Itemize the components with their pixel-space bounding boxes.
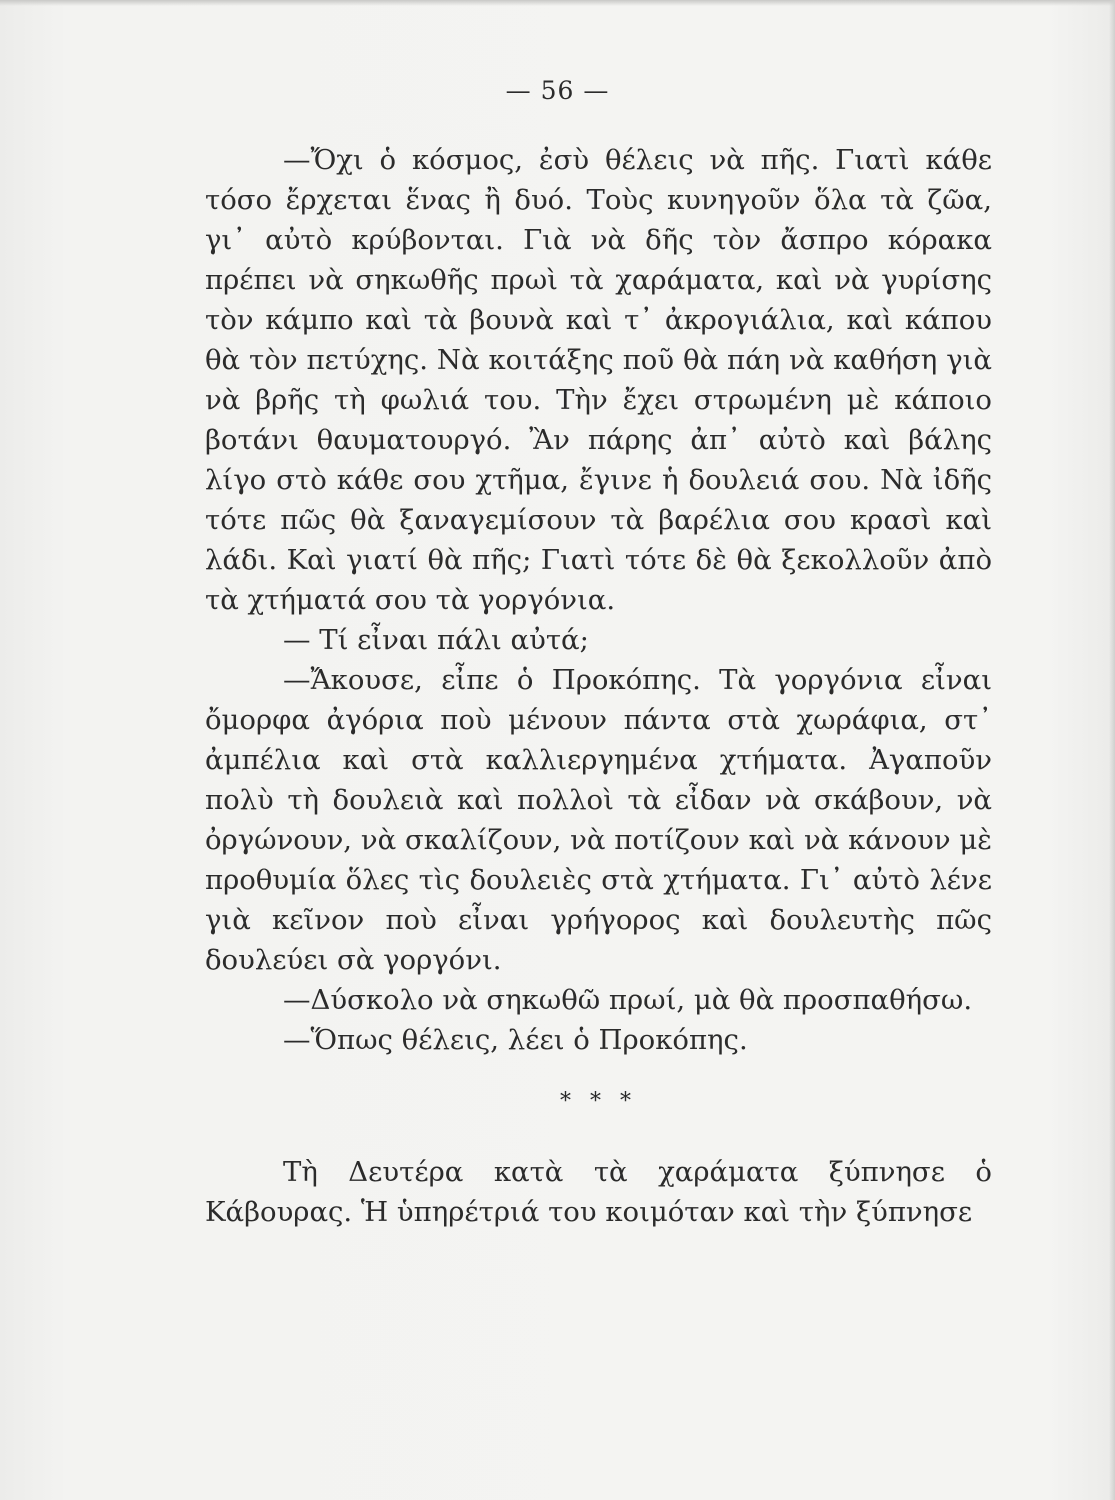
- paragraph: — Τί εἶναι πάλι αὐτά;: [283, 624, 589, 656]
- section-separator: * * *: [560, 1089, 637, 1114]
- paragraph: —Ὄχι ὁ κόσμος, ἐσὺ θέλεις νὰ πῆς. Γιατὶ κάθε τόσο ἔρχεται ἕνας ἢ δυό. Τοὺς κυνηγοῦν ὅλα τὰ ζῶα, γι᾿ αὐτὸ κρύβονται. Γιὰ νὰ δῆς τὸν ἄσπρο κόρακα πρέπει νὰ σηκωθῆς πρωὶ τὰ χαράματα, καὶ νὰ γυρίσης τὸν κάμπο καὶ τὰ βουνὰ καὶ τ᾿ ἀκρογιάλια, καὶ κάπου θὰ τὸν πετύχης. Νὰ κοιτάξης ποῦ θὰ πάη νὰ καθήση γιὰ νὰ βρῆς τὴ φωλιά του. Τὴν ἔχει στρωμένη μὲ κάποιο βοτάνι θαυματουργό. Ἂν πάρης ἀπ᾿ αὐτὸ καὶ βάλης λίγο στὸ κάθε σου χτῆμα, ἔγινε ἡ δουλειά σου. Νὰ ἰδῆς τότε πῶς θὰ ξαναγεμίσουν τὰ βαρέλια σου κρασὶ καὶ λάδι. Καὶ γιατί θὰ πῆς; Γιατὶ τότε δὲ θὰ ξεκολλοῦν ἀπὸ τὰ χτήματά σου τὰ γοργόνια.: [205, 144, 992, 616]
- paragraph: —Ἄκουσε, εἶπε ὁ Προκόπης. Τὰ γοργόνια εἶναι ὄμορφα ἀγόρια ποὺ μένουν πάντα στὰ χωράφια, στ᾿ ἀμπέλια καὶ στὰ καλλιεργημένα χτήματα. Ἀγαποῦν πολὺ τὴ δουλειὰ καὶ πολλοὶ τὰ εἶδαν νὰ σκάβουν, νὰ ὀργώνουν, νὰ σκαλίζουν, νὰ ποτίζουν καὶ νὰ κάνουν μὲ προθυμία ὅλες τὶς δουλειὲς στὰ χτήματα. Γι᾿ αὐτὸ λένε γιὰ κεῖνον ποὺ εἶναι γρήγορος καὶ δουλευτὴς πῶς δουλεύει σὰ γοργόνι.: [205, 664, 992, 976]
- page-number: — 56 —: [505, 76, 610, 105]
- page-top-edge: [0, 0, 1115, 6]
- page-right-edge: [1109, 0, 1115, 1500]
- paragraph: —Ὅπως θέλεις, λέει ὁ Προκόπης.: [283, 1024, 748, 1056]
- paragraph: —Δύσκολο νὰ σηκωθῶ πρωί, μὰ θὰ προσπαθήσω.: [283, 984, 973, 1016]
- body-text: [205, 140, 992, 1232]
- paragraph: Τὴ Δευτέρα κατὰ τὰ χαράματα ξύπνησε ὁ Κάβουρας. Ἡ ὑπηρέτριά του κοιμόταν καὶ τὴν ξύπνησε: [205, 1156, 992, 1228]
